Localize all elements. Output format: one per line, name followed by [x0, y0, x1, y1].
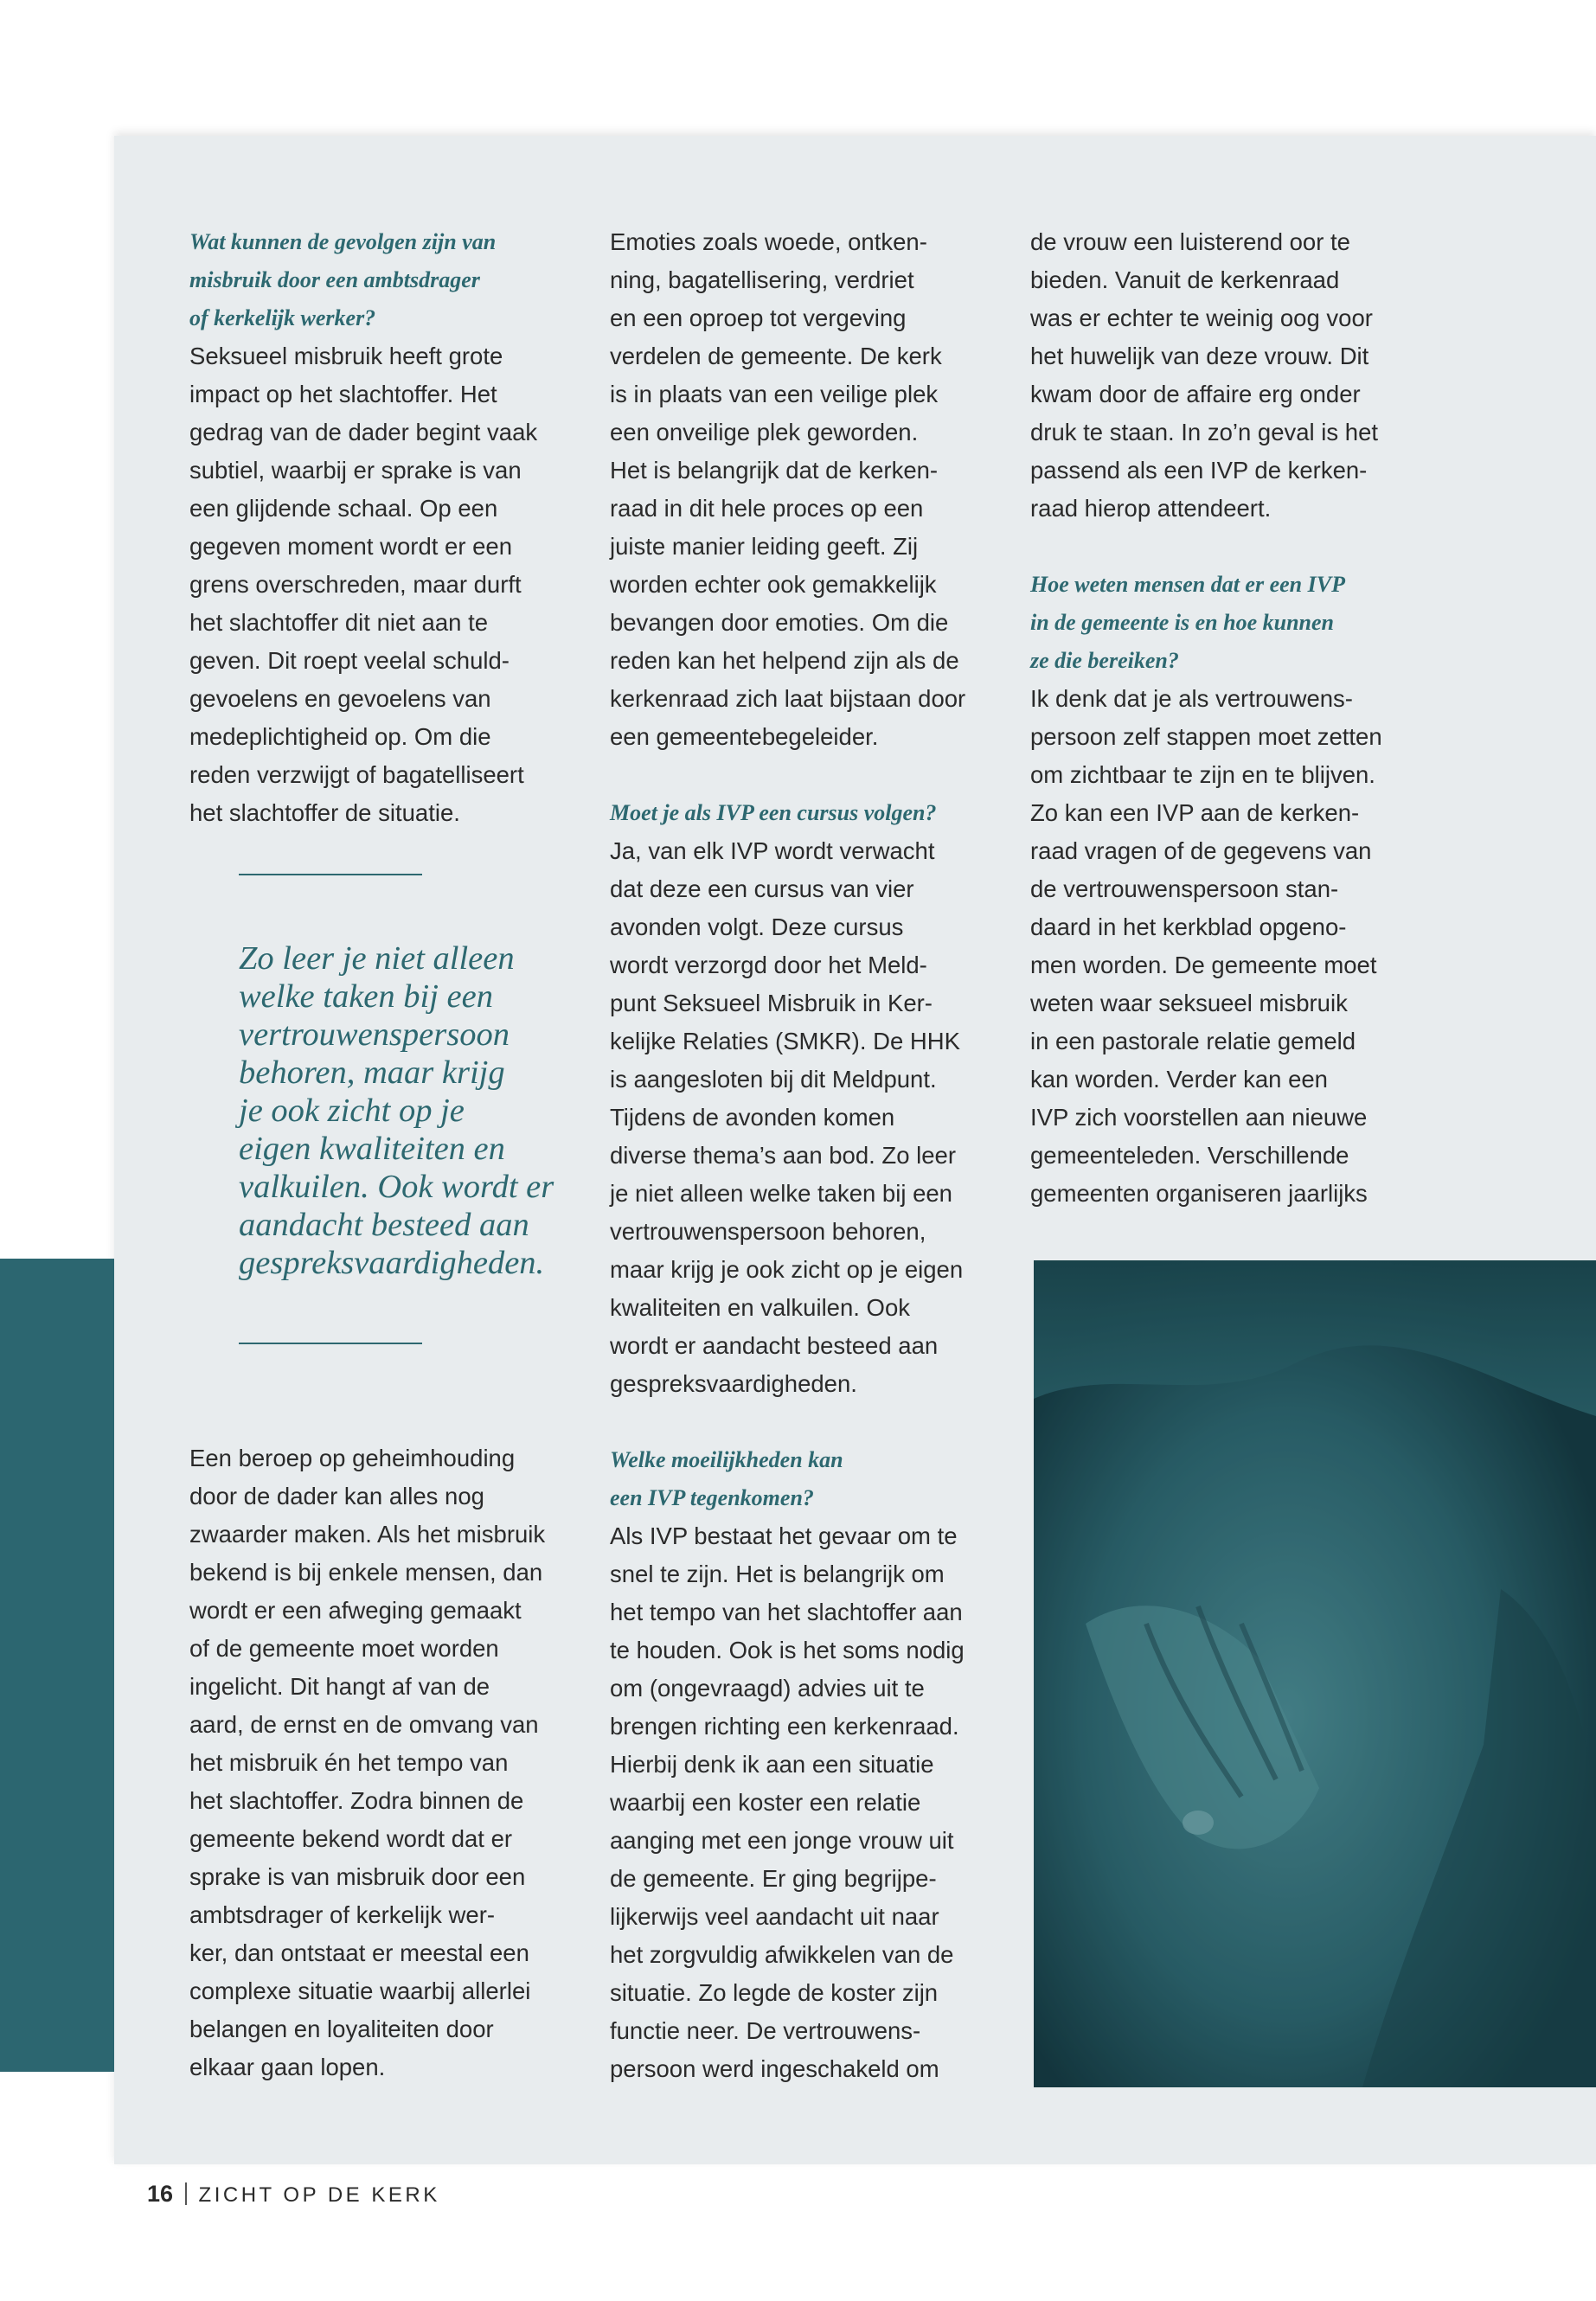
teal-band: [0, 1259, 114, 2072]
column-3: [1030, 223, 1411, 1213]
page-footer: [147, 2181, 440, 2208]
pull-quote: [239, 874, 585, 1344]
page-number: 16: [147, 2181, 174, 2207]
footer-separator: [185, 2182, 187, 2205]
paragraph: Als IVP bestaat het gevaar om te snel te zijn. Het is belangrijk om het tempo van het slachtoffer aan te houden. Ook is het soms nodig om (ongevraagd) advies uit te brengen richting een kerkenraad. Hierbij denk ik aan een situatie waarbij een koster een relatie aanging met een jonge vrouw uit de gemeente. Er ging begrijpe- lijkerwijs veel aandacht uit naar het zorgvuldig afwikkelen van de situatie. Zo legde de koster zijn functie neer. De vertrouwens- persoon werd ingeschakeld om: [610, 1522, 965, 2082]
question-2: Moet je als IVP een cursus volgen?: [610, 800, 937, 825]
paragraph: Ik denk dat je als vertrouwens- persoon zelf stappen moet zetten om zichtbaar te zijn en te blijven. Zo kan een IVP aan de kerken- raad vragen of de gegevens van de vertrouwenspersoon stan- daard in het kerkblad opgeno- men worden. De gemeente moet weten waar seksueel misbruik in een pastorale relatie gemeld kan worden. Verder kan een IVP zich voorstellen aan nieuwe gemeenteleden. Verschillende gemeenten organiseren jaarlijks: [1030, 685, 1382, 1207]
pull-quote-text: Zo leer je niet alleen welke taken bij een vertrouwenspersoon behoren, maar krijg je ook zicht op je eigen kwaliteiten en valkuilen. Ook wordt er aandacht besteed aan gespreksvaardigheden.: [239, 940, 554, 1281]
photo-hand-over-face: [1034, 1260, 1596, 2087]
pull-quote-rule-top: [239, 874, 422, 875]
paragraph: Ja, van elk IVP wordt verwacht dat deze een cursus van vier avonden volgt. Deze cursus wordt verzorgd door het Meld- punt Seksueel Misbruik in Ker- kelijke Relaties (SMKR). De HHK is aangesloten bij dit Meldpunt. Tijdens de avonden komen diverse thema’s aan bod. Zo leer je niet alleen welke taken bij een vertrouwenspersoon behoren, maar krijg je ook zicht op je eigen kwaliteiten en valkuilen. Ook wordt er aandacht besteed aan gespreksvaardigheden.: [610, 837, 964, 1397]
column-2: [610, 223, 990, 2088]
question-3: Welke moeilijkheden kan een IVP tegenkomen?: [610, 1447, 843, 1510]
paragraph: Emoties zoals woede, ontken- ning, bagatellisering, verdriet en een oproep tot vergeving verdelen de gemeente. De kerk is in plaats van een veilige plek een onveilige plek geworden. Het is belangrijk dat de kerken- raad in dit hele proces op een juiste manier leiding geeft. Zij worden echter ook gemakkelijk bevangen door emoties. Om die reden kan het helpend zijn als de kerkenraad zich laat bijstaan door een gemeentebegeleider.: [610, 228, 966, 750]
paragraph: de vrouw een luisterend oor te bieden. Vanuit de kerkenraad was er echter te weinig oog voor het huwelijk van deze vrouw. Dit kwam door de affaire erg onder druk te staan. In zo’n geval is het passend als een IVP de kerken- raad hierop attendeert.: [1030, 228, 1379, 522]
question-1: Wat kunnen de gevolgen zijn van misbruik door een ambtsdrager of kerkelijk werker?: [189, 229, 497, 330]
column-1: [189, 223, 570, 832]
question-4: Hoe weten mensen dat er een IVP in de gemeente is en hoe kunnen ze die bereiken?: [1030, 572, 1345, 673]
paragraph: Seksueel misbruik heeft grote impact op het slachtoffer. Het gedrag van de dader begint vaak subtiel, waarbij er sprake is van een glijdende schaal. Op een gegeven moment wordt er een grens overschreden, maar durft het slachtoffer dit niet aan te geven. Dit roept veelal schuld- gevoelens en gevoelens van medeplichtigheid op. Om die reden verzwijgt of bagatelliseert het slachtoffer de situatie.: [189, 343, 538, 826]
column-1-continued: Een beroep op geheimhouding door de dader kan alles nog zwaarder maken. Als het misbruik bekend is bij enkele mensen, dan wordt er een afweging gemaakt of de gemeente moet worden ingelicht. Dit hangt af van de aard, de ernst en de omvang van het misbruik én het tempo van het slachtoffer. Zodra binnen de gemeente bekend wordt dat er sprake is van misbruik door een ambtsdrager of kerkelijk wer- ker, dan ontstaat er meestal een complexe situatie waarbij allerlei belangen en loyaliteiten door elkaar gaan lopen.: [189, 1445, 546, 2080]
pull-quote-rule-bottom: [239, 1343, 422, 1344]
photo-illustration: [1034, 1260, 1596, 2087]
publication-name: ZICHT OP DE KERK: [198, 2183, 440, 2207]
